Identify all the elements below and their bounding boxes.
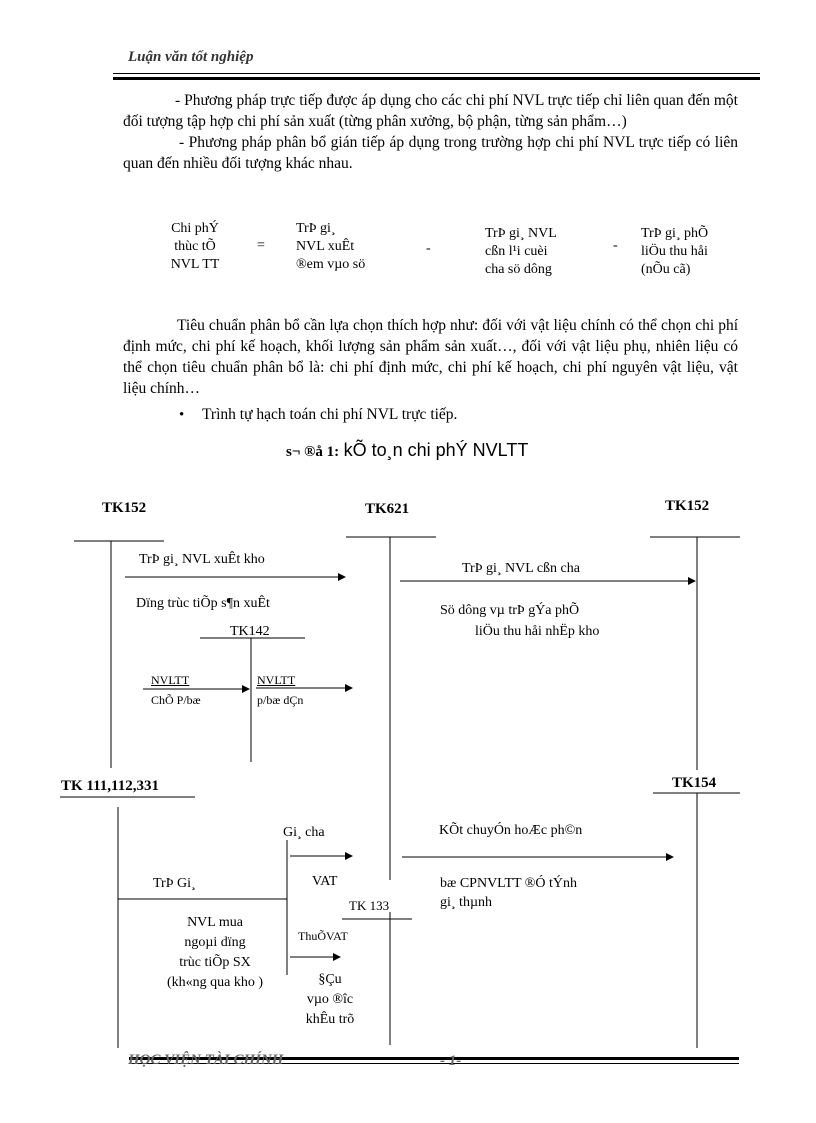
tri-gia-label: TrÞ Gi¸ <box>153 876 196 891</box>
formula-equals: = <box>257 238 265 253</box>
nvltt-2-sublabel: p/bæ dÇn <box>257 693 304 707</box>
ket-chuyen-label-2: bæ CPNVLTT ®Ó tÝnh <box>440 876 578 891</box>
ket-chuyen-label-3: gi¸ thµnh <box>440 895 493 910</box>
arrow-con-chua-sublabel-2: liÖu thu håi nhËp kho <box>475 624 600 639</box>
tk133-label: TK 133 <box>349 898 390 913</box>
diagram-title-prefix: s¬ ®å 1: <box>286 444 340 460</box>
formula-term3: TrÞ gi¸ phÕ liÖu thu håi (nÕu cã) <box>641 226 709 277</box>
formula-minus-1: - <box>426 241 431 256</box>
formula-minus-2: - <box>613 238 618 253</box>
tk142-label: TK142 <box>230 624 270 639</box>
duoc-khau-tru-label: §Çu vµo ®îc khÊu trõ <box>305 972 355 1027</box>
nvltt-1-sublabel: ChÕ P/bæ <box>151 693 201 707</box>
gia-chua-label: Gi¸ cha <box>283 825 325 840</box>
tk154-label: TK154 <box>672 775 717 791</box>
arrow-con-chua-sublabel-1: Sö dông vµ trÞ gÝa phÕ <box>440 603 580 618</box>
paragraph-indirect-method: - Phương pháp phân bổ gián tiếp áp dụng trong trường hợp chi phí NVL trực tiếp có liên quan đến nhiều đối tượng khác nhau. <box>123 134 738 172</box>
arrow-con-chua-label: TrÞ gi¸ NVL cßn cha <box>462 561 580 576</box>
formula-lhs: Chi phÝ thùc tÕ NVL TT <box>170 221 220 272</box>
tk111-label: TK 111,112,331 <box>61 778 159 794</box>
header-title: Luận văn tốt nghiệp <box>128 49 254 65</box>
bullet-mark: • <box>179 407 185 423</box>
nvltt-1-label: NVLTT <box>151 673 190 687</box>
tk152-right-label: TK152 <box>665 498 710 514</box>
footer-page-number: - 1- <box>440 1053 462 1069</box>
formula-term1: TrÞ gi¸ NVL xuÊt ®em vµo sö <box>296 221 366 272</box>
diagram-title-text: kÕ to¸n chi phÝ NVLTT <box>343 440 529 460</box>
vat-label: VAT <box>312 874 338 889</box>
thue-vat-label: ThuÕVAT <box>298 929 348 943</box>
nvl-mua-label: NVL mua ngoµi dïng trùc tiÕp SX (kh«ng qua kho ) <box>166 915 264 990</box>
tk621-label: TK621 <box>365 501 410 517</box>
paragraph-direct-method: - Phương pháp trực tiếp được áp dụng cho các chi phí NVL trực tiếp chỉ liên quan đến một đối tượng tập hợp chi phí sản xuất (từng phân xưởng, bộ phận, từng sản phẩm…) <box>123 92 738 130</box>
footer-institution: HỌC VIỆN TÀI CHÍNH <box>128 1052 284 1068</box>
nvltt-2-label: NVLTT <box>257 673 296 687</box>
criteria-paragraph: Tiêu chuẩn phân bổ cần lựa chọn thích hợp như: đối với vật liệu chính có thể chọn chi phí định mức, chi phí kế hoạch, khối lượng sản phẩm sản xuất…, đối với vật liệu phụ, nhiên liệu có thể chọn tiêu chuẩn phân bổ là: chi phí định mức, chi phí kế hoạch, chi phí nguyên vật liệu, vật liệu chính… <box>123 317 738 397</box>
ket-chuyen-label-1: KÕt chuyÓn hoÆc ph©n <box>439 823 583 838</box>
tk152-left-label: TK152 <box>102 500 147 516</box>
arrow-xuat-kho-label: TrÞ gi¸ NVL xuÊt kho <box>139 552 265 567</box>
bullet-text: Trình tự hạch toán chi phí NVL trực tiếp. <box>202 406 458 423</box>
formula-term2: TrÞ gi¸ NVL cßn l¹i cuèi cha sö dông <box>485 226 557 277</box>
arrow-xuat-kho-sublabel: Dïng trùc tiÕp s¶n xuÊt <box>136 596 270 611</box>
